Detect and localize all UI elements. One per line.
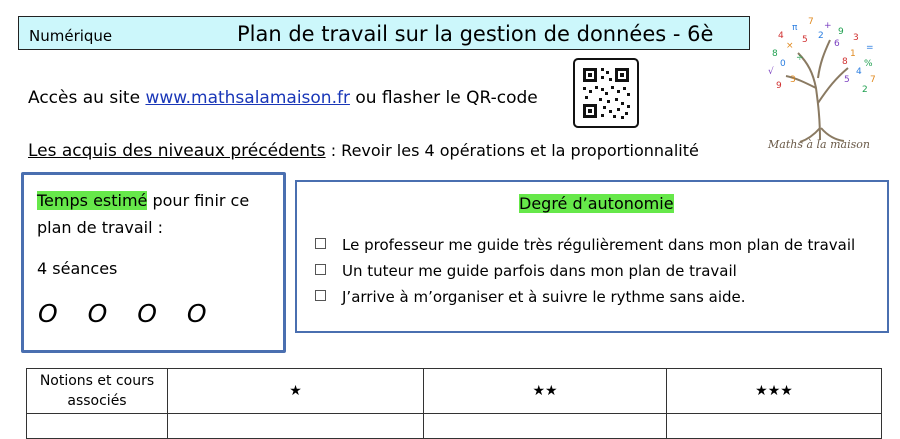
notions-table [26, 368, 882, 439]
autonomy-option-label: J’arrive à m’organiser et à suivre le rythme sans aide. [342, 288, 746, 306]
svg-text:2: 2 [818, 31, 824, 41]
svg-text:0: 0 [780, 59, 786, 69]
svg-text:4: 4 [856, 67, 862, 77]
svg-text:1: 1 [850, 49, 856, 59]
svg-text:5: 5 [802, 35, 808, 45]
table-cell [667, 414, 882, 439]
access-suffix: ou flasher le QR-code [349, 88, 538, 108]
sessions-count: 4 séances [37, 259, 118, 278]
svg-text:9: 9 [776, 81, 782, 91]
table-header-level-1: ★ [168, 369, 424, 414]
checkbox-icon[interactable] [315, 238, 326, 249]
svg-text:7: 7 [870, 75, 876, 85]
svg-text:4: 4 [778, 31, 784, 41]
table-cell [27, 414, 168, 439]
table-header-row [27, 369, 882, 414]
estimated-time-text [37, 187, 277, 241]
autonomy-option[interactable] [315, 288, 746, 306]
session-circles: O O O O [38, 299, 218, 328]
qr-code-icon [573, 58, 639, 128]
estimated-time-box [21, 172, 286, 353]
page-title: Plan de travail sur la gestion de données - 6è [237, 22, 714, 46]
autonomy-box [295, 180, 889, 333]
table-header-notions: Notions et cours associés [27, 369, 168, 414]
svg-text:√: √ [768, 67, 774, 77]
table-cell [424, 414, 667, 439]
title-banner [18, 16, 750, 50]
subject-label: Numérique [29, 27, 113, 45]
autonomy-option-label: Un tuteur me guide parfois dans mon plan de travail [342, 262, 737, 280]
prior-knowledge-line [28, 141, 699, 161]
svg-text:3: 3 [790, 75, 796, 85]
svg-text:9: 9 [838, 27, 844, 37]
svg-text:Maths à la maison: Maths à la maison [768, 138, 870, 151]
access-line [28, 88, 538, 108]
svg-text:+: + [824, 21, 832, 31]
autonomy-option-label: Le professeur me guide très régulièrement dans mon plan de travail [342, 236, 856, 254]
table-cell [168, 414, 424, 439]
tree-numbers-logo [758, 8, 896, 164]
access-prefix: Accès au site [28, 88, 146, 108]
svg-text:÷: ÷ [796, 53, 804, 63]
prior-knowledge-text: Revoir les 4 opérations et la proportionnalité [341, 141, 699, 160]
checkbox-icon[interactable] [315, 264, 326, 275]
autonomy-option[interactable] [315, 262, 737, 280]
svg-text:×: × [786, 41, 794, 51]
svg-text:3: 3 [853, 33, 859, 43]
autonomy-title: Degré d’autonomie [519, 194, 674, 213]
prior-knowledge-sep: : [325, 141, 342, 160]
prior-knowledge-label: Les acquis des niveaux précédents [28, 141, 326, 161]
estimated-time-rest: pour finir ce plan de travail : [37, 191, 250, 237]
svg-text:8: 8 [842, 57, 848, 67]
svg-text:%: % [864, 59, 873, 69]
table-header-level-3: ★★★ [667, 369, 882, 414]
svg-text:5: 5 [844, 75, 850, 85]
site-link[interactable]: www.mathsalamaison.fr [145, 88, 350, 108]
checkbox-icon[interactable] [315, 290, 326, 301]
svg-text:7: 7 [808, 17, 814, 27]
table-row [27, 414, 882, 439]
svg-text:=: = [866, 43, 874, 53]
table-header-level-2: ★★ [424, 369, 667, 414]
autonomy-option[interactable] [315, 236, 855, 254]
svg-text:6: 6 [834, 39, 840, 49]
svg-text:2: 2 [862, 85, 868, 95]
estimated-time-highlight: Temps estimé [37, 191, 148, 210]
svg-text:π: π [792, 23, 798, 33]
svg-text:8: 8 [772, 49, 778, 59]
